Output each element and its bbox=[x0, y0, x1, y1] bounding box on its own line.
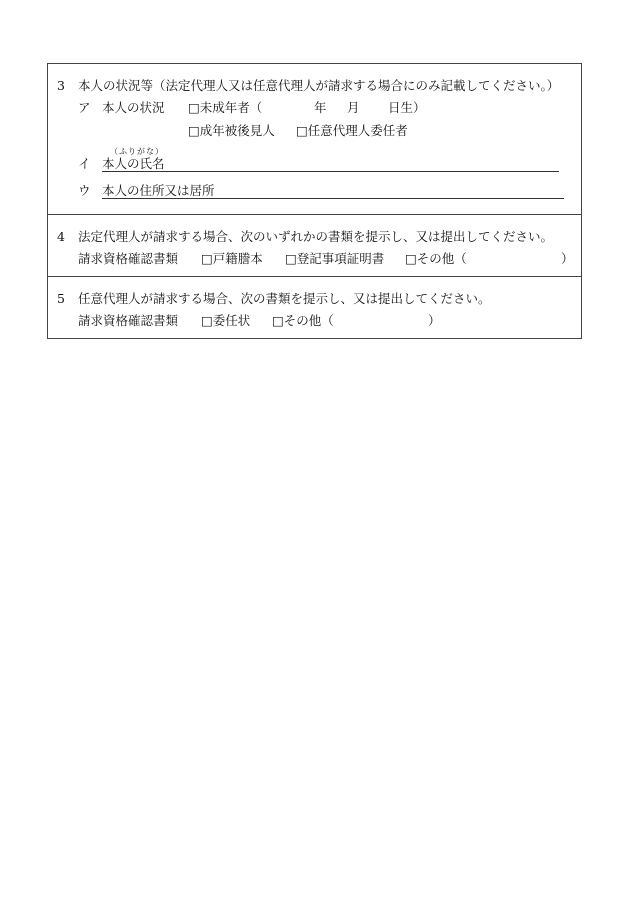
address-field-line[interactable] bbox=[102, 198, 564, 199]
minor-checkbox[interactable]: □未成年者（ bbox=[188, 100, 263, 115]
registry-cert-checkbox[interactable]: □登記事項証明書 bbox=[285, 251, 385, 266]
adult-ward-checkbox[interactable]: □成年被後見人 bbox=[188, 123, 275, 138]
section-5-voluntary-agent bbox=[48, 277, 581, 339]
birth-month-label: 月 bbox=[347, 100, 360, 115]
section-4-legal-agent bbox=[48, 215, 581, 277]
name-field-line[interactable] bbox=[102, 171, 559, 172]
section-4-title: 法定代理人が請求する場合、次のいずれかの書類を提示し、又は提出してください。 bbox=[78, 229, 554, 244]
section-5-doc-label: 請求資格確認書類 bbox=[78, 313, 179, 328]
section-3-number: 3 bbox=[57, 78, 65, 93]
item-i-text: 本人の氏名 bbox=[102, 156, 165, 171]
section-5-other-checkbox[interactable]: □その他（ bbox=[272, 313, 334, 328]
item-a-label: ア bbox=[78, 100, 91, 115]
power-of-attorney-checkbox[interactable]: □委任状 bbox=[201, 313, 251, 328]
section-4-close-paren: ） bbox=[561, 251, 574, 266]
birth-day-label: 日生） bbox=[388, 100, 426, 115]
section-3-title: 本人の状況等（法定代理人又は任意代理人が請求する場合にのみ記載してください。） bbox=[78, 78, 560, 93]
item-u-text: 本人の住所又は居所 bbox=[102, 183, 215, 198]
request-form-table bbox=[47, 63, 582, 339]
birth-year-label: 年 bbox=[314, 100, 327, 115]
section-4-other-checkbox[interactable]: □その他（ bbox=[405, 251, 467, 266]
family-register-checkbox[interactable]: □戸籍謄本 bbox=[201, 251, 263, 266]
section-5-title: 任意代理人が請求する場合、次の書類を提示し、又は提出してください。 bbox=[78, 291, 491, 306]
delegator-checkbox[interactable]: □任意代理人委任者 bbox=[296, 123, 408, 138]
section-5-close-paren: ） bbox=[428, 313, 441, 328]
furigana-label: （ふりがな） bbox=[110, 147, 164, 156]
item-u-label: ウ bbox=[78, 183, 91, 198]
section-4-number: 4 bbox=[57, 229, 65, 244]
item-a-text: 本人の状況 bbox=[102, 100, 165, 115]
section-5-number: 5 bbox=[57, 291, 65, 306]
section-3-principal-status bbox=[48, 64, 581, 215]
item-i-label: イ bbox=[78, 156, 91, 171]
section-4-doc-label: 請求資格確認書類 bbox=[78, 251, 179, 266]
